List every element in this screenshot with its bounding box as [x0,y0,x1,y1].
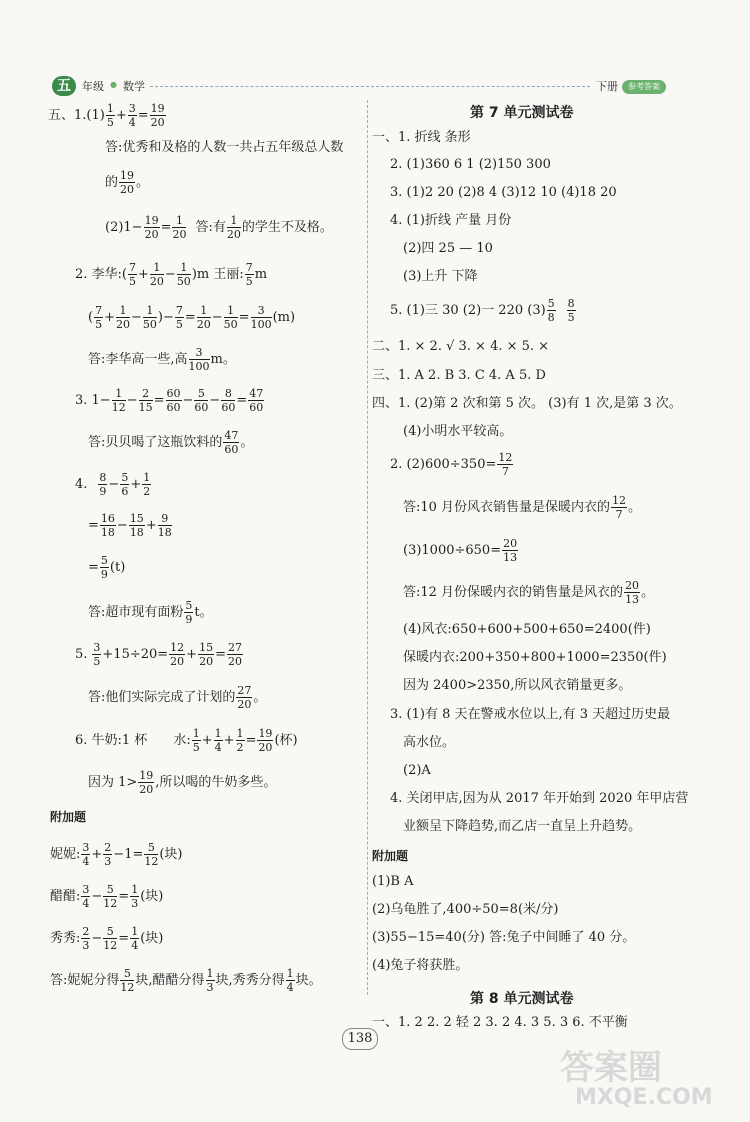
q2-calc-line: ( 7 5 + 1 20 − 1 50 )− $\frac{7}{5}$ = 1 20 − 1 50 = 3 100 (m) [88,304,296,331]
r-line-11: 答:10 月份风衣销售量是保暖内衣的 12 7 。 [403,494,642,521]
r-line-13: 答:12 月份保暖内衣的销售量是风衣的 20 13 。 [403,579,655,606]
r-line-6: 二、1. × 2. √ 3. × 4. × 5. × [372,339,550,354]
q5-1-2-line: (2)1− $\frac{19}{20}$ = $\frac{1}{20}$ 答:有 1 20 的学生不及格。 [105,214,333,241]
r-line-14: (4)风衣:650+600+500+650=2400(件) [403,622,651,637]
r-line-7: 三、1. A 2. B 3. C 4. A 5. D [372,368,546,383]
q3-line: 3. 1− $\frac{1}{12}$ − 2 15 = 60 60 − 5 60 − 8 60 = 47 60 [75,387,264,414]
extra-xiuxiu: 秀秀: 2 3 − 5 12 = 1 4 (块) [50,925,164,952]
r-line-16: 因为 2400>2350,所以风衣销量更多。 [403,678,632,693]
q6-line: 6. 牛奶:1 杯 水: 1 5 + 1 4 + 1 2 = 19 20 (杯) [75,727,298,754]
r-line-4b: (2)四 25 — 10 [403,241,493,256]
r-line-23: (2)乌龟胜了,400÷50=8(米/分) [372,902,559,917]
subject-label: 数学 [123,80,145,93]
r-line-4a: 4. (1)折线 产量 月份 [390,213,512,228]
r-line-25: (4)兔子将获胜。 [372,958,469,973]
answer-badge: 参考答案 [622,80,666,94]
q4-line3: = $\frac{5}{9}$ (t) [88,554,126,581]
r-line-26: 一、1. 2 2. 2 轻 2 3. 2 4. 3 5. 3 6. 不平衡 [372,1015,628,1030]
r-line-15: 保暖内衣:200+350+800+1000=2350(件) [403,650,667,665]
q5-1-answer-a: 答:优秀和及格的人数一共占五年级总人数 [105,140,344,155]
extra-answer: 答:妮妮分得 5 12 块,醋醋分得 1 3 块,秀秀分得 1 4 块。 [50,967,322,994]
r-line-1: 一、1. 折线 条形 [372,130,471,145]
header-dot: ● [110,80,117,89]
watermark-logo: 答案圈 [560,1048,662,1088]
r-line-20: 4. 关闭甲店,因为从 2017 年开始到 2020 年甲店营 [390,791,689,806]
grade-label: 年级 [82,80,104,93]
q6-conclusion: 因为 1> 19 20 ,所以喝的牛奶多些。 [88,769,277,796]
r-line-24: (3)55−15=40(分) 答:兔子中间睡了 40 分。 [372,930,636,945]
right-extra-title: 附加题 [372,849,409,863]
volume-label: 下册 [596,80,618,93]
r-line-21: 业额呈下降趋势,而乙店一直呈上升趋势。 [403,819,642,834]
column-divider [367,100,368,995]
r-line-5: 5. (1)三 30 (2)一 220 (3) 5 8 8 5 [390,297,575,324]
header-divider [150,86,590,87]
q4-line1: 4. 8 9 − 5 6 + 1 2 [75,471,151,498]
r-line-18: 高水位。 [403,735,456,750]
r-line-22: (1)B A [372,874,414,889]
q5-1-answer-b: 的 19 20 。 [105,169,150,196]
left-extra-title: 附加题 [50,810,87,824]
r-line-9: (4)小明水平较高。 [403,424,513,439]
page-number: 138 [342,1028,378,1050]
q5-1-line: 五、1.(1) 1 5 + $\frac{3}{4}$ = $\frac{19}{20}$ [48,102,165,129]
q3-answer: 答:贝贝喝了这瓶饮料的 47 60 。 [88,429,254,456]
r-line-19: (2)A [403,763,431,778]
r-line-4c: (3)上升 下降 [403,269,478,284]
unit8-title: 第 8 单元测试卷 [470,991,574,1007]
r-line-8: 四、1. (2)第 2 次和第 5 次。 (3)有 1 次,是第 3 次。 [372,396,682,411]
q4-line2: = $\frac{16}{18}$ − 15 18 + 9 18 [88,512,172,539]
r-line-2: 2. (1)360 6 1 (2)150 300 [390,157,551,172]
r-line-3: 3. (1)2 20 (2)8 4 (3)12 10 (4)18 20 [390,185,617,200]
q2-line: 2. 李华:( 7 5 + 1 20 − 1 50 )m 王丽: 7 5 m [75,261,268,288]
q4-answer: 答:超市现有面粉 5 9 t。 [88,599,213,626]
r-line-12: (3)1000÷650= $\frac{20}{13}$ [403,537,518,564]
watermark-url: MXQE.COM [575,1085,713,1110]
q5-line: 5. 3 5 +15÷20= $\frac{12}{20}$ + 15 20 = 27 20 [75,641,242,668]
r-line-10: 2. (2)600÷350= $\frac{12}{7}$ [390,451,513,478]
extra-nini: 妮妮: 3 4 + 2 3 −1= 5 12 (块) [50,841,183,868]
q5-answer: 答:他们实际完成了计划的 27 20 。 [88,684,267,711]
q2-answer: 答:李华高一些,高 3 100 m。 [88,346,236,373]
grade-badge: 五 [52,76,76,96]
unit7-title: 第 7 单元测试卷 [470,105,574,121]
r-line-17: 3. (1)有 8 天在警戒水位以上,有 3 天超过历史最 [390,707,671,722]
extra-cuicui: 醋醋: 3 4 − 5 12 = 1 3 (块) [50,883,164,910]
